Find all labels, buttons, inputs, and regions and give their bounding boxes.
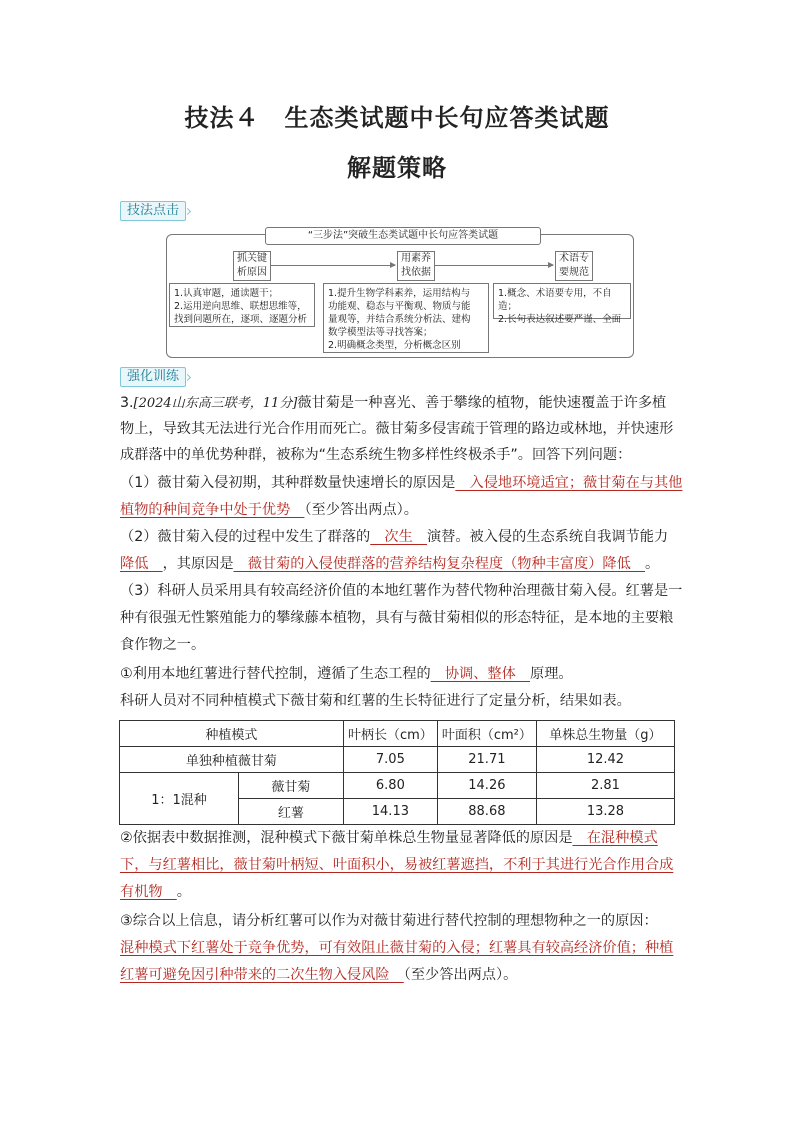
diagram-detail3 (493, 283, 631, 325)
table-header-row (120, 721, 675, 747)
answer-text: 红薯可避免因引种带来的二次生物入侵风险 (120, 967, 404, 983)
table-intro: 科研人员对不同种植模式下薇甘菊和红薯的生长特征进行了定量分析，结果如表。 (120, 693, 631, 709)
q1-line: （1）薇甘菊入侵初期，其种群数量快速增长的原因是 入侵地环境适宜；薇甘菊在与其他 (120, 475, 683, 491)
answer-text: 次生 (370, 529, 427, 545)
answer-text: 降低 (120, 556, 163, 572)
arrow-right-icon (435, 265, 553, 266)
answer-text: 协调、整体 (430, 666, 530, 682)
table-cell: 7.05 (343, 747, 437, 773)
table-cell: 14.26 (437, 773, 536, 799)
diagram-detail2 (323, 283, 489, 353)
detail3-line: 2.长句表达叙述要严谨、全面 (498, 314, 622, 325)
answer-text: 植物的种间竞争中处于优势 (120, 502, 305, 518)
page-subtitle: 解题策略 (347, 153, 447, 182)
table-cell: 21.71 (437, 747, 536, 773)
q3b-line: 有机物 。 (120, 884, 191, 900)
detail2-line: 功能观、稳态与平衡观、物质与能 (328, 301, 471, 312)
diagram-step2: 用素养找依据 (397, 251, 435, 281)
question-stem-line: 3.[2024山东高三联考，11分]薇甘菊是一种喜光、善于攀缘的植物，能快速覆盖于许多植 (120, 395, 667, 411)
table-header-cell: 叶柄长（cm） (343, 721, 437, 747)
table-cell: 2.81 (536, 773, 674, 799)
answer-text: 在混种模式 (572, 830, 658, 846)
table-header-cell: 单株总生物量（g） (536, 721, 674, 747)
detail2-line: 量观等，并结合系统分析法、建构 (328, 314, 471, 325)
table-header-cell: 种植模式 (120, 721, 344, 747)
answer-text: 下，与红薯相比，薇甘菊叶柄短、叶面积小，易被红薯遮挡，不利于其进行光合作用合成 (120, 857, 674, 873)
diagram-step1: 抓关键析原因 (233, 251, 271, 281)
strategy-diagram (166, 230, 634, 358)
detail2-line: 2.明确概念类型，分析概念区别 (328, 340, 461, 351)
question-stem-line: 物上，导致其无法进行光合作用而死亡。薇甘菊多侵害疏于管理的路边或林地，并快速形 (120, 421, 674, 437)
growth-data-table (119, 720, 675, 825)
answer-text: 混种模式下红薯处于竞争优势，可有效阻止薇甘菊的入侵；红薯具有较高经济价值；种植 (120, 940, 674, 956)
table-cell: 1：1混种 (120, 773, 239, 825)
table-header-cell: 叶面积（cm²） (437, 721, 536, 747)
table-cell: 13.28 (536, 799, 674, 825)
table-cell: 6.80 (343, 773, 437, 799)
table-cell: 14.13 (343, 799, 437, 825)
question-stem-line: 成群落中的单优势种群，被称为“生态系统生物多样性终极杀手”。回答下列问题： (120, 447, 632, 463)
table-cell: 12.42 (536, 747, 674, 773)
q2-line: 降低 ，其原因是 薇甘菊的入侵使群落的营养结构复杂程度（物种丰富度）降低 。 (120, 556, 660, 572)
detail2-line: 1.提升生物学科素养，运用结构与 (328, 288, 471, 299)
section-label-practice: 强化训练 (120, 367, 186, 387)
diagram-title: “三步法”突破生态类试题中长句应答类试题 (265, 227, 541, 245)
detail1-line: 2.运用逆向思维、联想思维等， (174, 301, 307, 312)
arrow-right-icon (271, 265, 395, 266)
detail1-line: 1.认真审题，通读题干； (174, 288, 279, 299)
table-row (120, 773, 675, 799)
q3c-line: ③综合以上信息，请分析红薯可以作为对薇甘菊进行替代控制的理想物种之一的原因： (120, 913, 658, 929)
q3-line: 种有很强无性繁殖能力的攀缘藤本植物，具有与薇甘菊相似的形态特征，是本地的主要粮 (120, 610, 674, 626)
question-source: [2024山东高三联考，11分] (133, 396, 298, 411)
q3b-line (120, 855, 680, 875)
answer-text: 入侵地环境适宜；薇甘菊在与其他 (455, 475, 683, 491)
table-cell: 薇甘菊 (239, 773, 344, 799)
detail1-line: 找到问题所在，逐项、逐题分析 (174, 314, 308, 325)
q3c-line: 红薯可避免因引种带来的二次生物入侵风险 （至少答出两点）。 (120, 967, 518, 983)
q3c-line (120, 938, 680, 958)
table-cell: 红薯 (239, 799, 344, 825)
diagram-step3: 术语专要规范 (555, 251, 593, 281)
table-cell: 88.68 (437, 799, 536, 825)
diagram-detail1 (169, 283, 315, 327)
table-row (120, 747, 675, 773)
page-title: 技法４ 生态类试题中长句应答类试题 (184, 103, 610, 132)
q3-line: （3）科研人员采用具有较高经济价值的本地红薯作为替代物种治理薇甘菊入侵。红薯是一 (120, 583, 683, 599)
q2-line: （2）薇甘菊入侵的过程中发生了群落的 次生 演替。被入侵的生态系统自我调节能力 (120, 529, 669, 545)
q3-line: 食作物之一。 (120, 637, 206, 653)
detail2-line: 数学模型法等寻找答案； (328, 327, 433, 338)
table-cell: 单独种植薇甘菊 (120, 747, 344, 773)
q1-line: 植物的种间竞争中处于优势 （至少答出两点）。 (120, 502, 418, 518)
q3a-line: ①利用本地红薯进行替代控制，遵循了生态工程的 协调、整体 原理。 (120, 666, 573, 682)
q3b-line: ②依据表中数据推测，混种模式下薇甘菊单株总生物量显著降低的原因是 在混种模式 (120, 830, 658, 846)
answer-text: 有机物 (120, 884, 177, 900)
section-label-technique: 技法点击 (120, 201, 186, 221)
detail3-line: 1.概念、术语要专用，不自造； (498, 288, 612, 312)
answer-text: 薇甘菊的入侵使群落的营养结构复杂程度（物种丰富度）降低 (233, 556, 645, 572)
